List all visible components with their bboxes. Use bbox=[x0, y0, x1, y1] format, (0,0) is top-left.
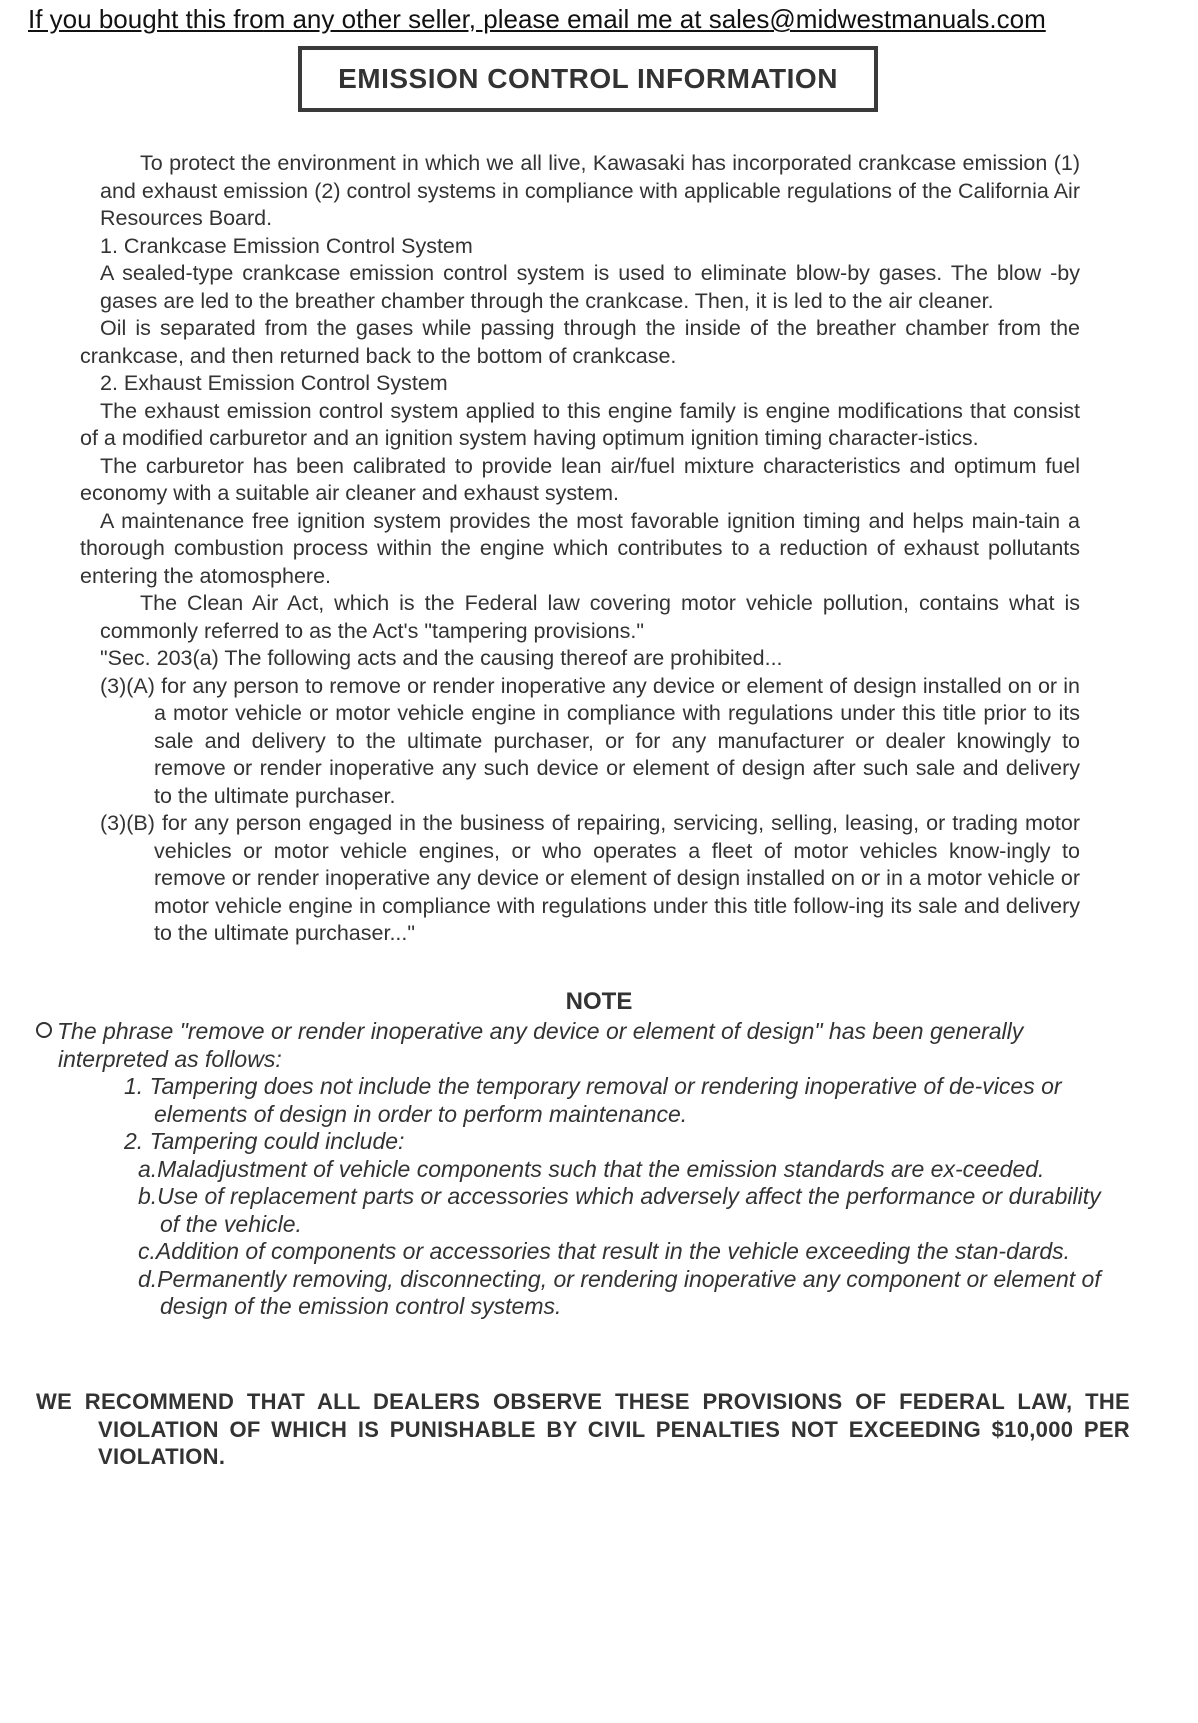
note-sub-c: c.Addition of components or accessories that result in the vehicle exceeding the stan-dards. bbox=[138, 1238, 1071, 1264]
note-lead-text: The phrase "remove or render inoperative any device or element of design" has been generally interpreted as follows: bbox=[57, 1018, 1024, 1072]
note-sub-a: a.Maladjustment of vehicle components such that the emission standards are ex-ceeded. bbox=[138, 1155, 1045, 1182]
crankcase-paragraph-2: Oil is separated from the gases while passing through the inside of the breather chamber from the crankcase, and then returned back to the bottom of crankcase. bbox=[80, 316, 1080, 368]
crankcase-paragraph-1: A sealed-type crankcase emission control system is used to eliminate blow-by gases. The blow -by gases are led to the breather chamber through the crankcase. Then, it is led to the air cleaner. bbox=[100, 261, 1080, 313]
note-item-1: 1. Tampering does not include the temporary removal or rendering inoperative of de-vices or elements of design in order to perform maintenance. bbox=[124, 1073, 1062, 1127]
page-title-box bbox=[298, 46, 878, 112]
page-title: EMISSION CONTROL INFORMATION bbox=[338, 63, 838, 94]
intro-paragraph: To protect the environment in which we all live, Kawasaki has incorporated crankcase emission (1) and exhaust emission (2) control systems in compliance with applicable regulations of the California Air Resources Board. bbox=[100, 151, 1080, 230]
seller-contact-note bbox=[28, 4, 1046, 35]
circle-bullet-icon bbox=[36, 1022, 52, 1038]
seller-note-prefix: If you bought this fro bbox=[28, 4, 264, 34]
exhaust-paragraph-1: The exhaust emission control system applied to this engine family is engine modifications that consist of a modified carburetor and an ignition system having optimum ignition timing character-istics. bbox=[80, 398, 1080, 450]
note-block bbox=[36, 1018, 1136, 1321]
section-heading-crankcase: 1. Crankcase Emission Control System bbox=[100, 233, 473, 258]
provision-3a: (3)(A) for any person to remove or render inoperative any device or element of design installed on or in a motor vehicle or motor vehicle engine in compliance with regulations under this title prior to its sale and delivery to the ultimate purchaser, or for any manufacturer or dealer knowingly to remove or render inoperative any such device or element of design after such sale and delivery to the ultimate purchaser. bbox=[100, 673, 1080, 808]
exhaust-paragraph-3: A maintenance free ignition system provides the most favorable ignition timing and helps main-tain a thorough combustion process within the engine which contributes to a reduction of exhaust pollutants entering the atomosphere. bbox=[80, 508, 1080, 588]
note-heading: NOTE bbox=[565, 988, 633, 1015]
provision-3b: (3)(B) for any person engaged in the business of repairing, servicing, selling, leasing, or trading motor vehicles or motor vehicle engines, or who operates a fleet of motor vehicles know-ingly to remove or render inoperative any device or element of design installed on or in a motor vehicle or motor vehicle engine in compliance with regulations under this title follow-ing its sale and delivery to the ultimate purchaser..." bbox=[100, 811, 1080, 945]
body-text bbox=[80, 150, 1080, 948]
note-sub-d: d.Permanently removing, disconnecting, or rendering inoperative any component or element of design of the emission control systems. bbox=[138, 1265, 1101, 1319]
exhaust-paragraph-2: The carburetor has been calibrated to provide lean air/fuel mixture characteristics and optimum fuel economy with a suitable air cleaner and exhaust system. bbox=[80, 453, 1080, 505]
seller-note-email-domain: @midwestmanuals.com bbox=[769, 4, 1046, 34]
sec-203-paragraph: "Sec. 203(a) The following acts and the causing thereof are prohibited... bbox=[100, 646, 783, 670]
clean-air-act-paragraph: The Clean Air Act, which is the Federal law covering motor vehicle pollution, contains what is commonly referred to as the Act's "tampering provisions." bbox=[100, 591, 1080, 643]
seller-note-underlined: m any other seller, please email me at sales bbox=[263, 4, 770, 34]
note-lead bbox=[36, 1018, 1136, 1073]
note-item-2: 2. Tampering could include: bbox=[124, 1128, 405, 1154]
note-sub-b: b.Use of replacement parts or accessories which adversely affect the performance or durability of the vehicle. bbox=[138, 1183, 1101, 1237]
dealer-warning: WE RECOMMEND THAT ALL DEALERS OBSERVE THESE PROVISIONS OF FEDERAL LAW, THE VIOLATION OF WHICH IS PUNISHABLE BY CIVIL PENALTIES NOT EXCEEDING $10,000 PER VIOLATION. bbox=[36, 1389, 1130, 1469]
section-heading-exhaust: 2. Exhaust Emission Control System bbox=[100, 371, 448, 395]
